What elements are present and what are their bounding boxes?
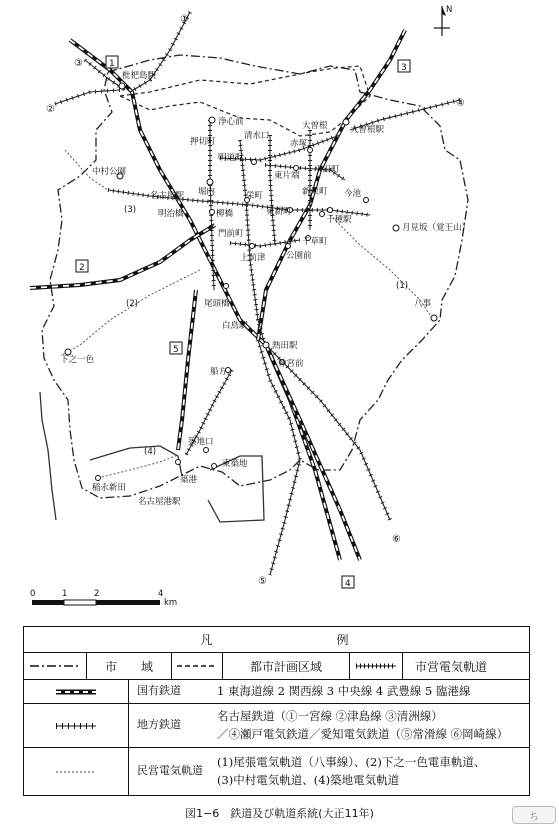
legend-private-symbol (24, 748, 129, 795)
label-tsukimigaoka: 月見坂（覚王山） (402, 223, 471, 233)
label-tsukiji: 築港 (180, 475, 198, 485)
compass-n: N (446, 5, 453, 15)
legend-row-boundaries (24, 653, 529, 680)
label-biwajima: 枇杷島駅 (122, 71, 157, 81)
label-yagoto: 八事 (414, 299, 432, 309)
legend (23, 626, 530, 796)
legend-private-desc (207, 754, 485, 789)
legend-local-label: 地方鉄道 (137, 718, 181, 732)
corner-widget[interactable] (512, 806, 556, 824)
legend-private-desc-2: (3)中村電気軌道、(4)築地電気軌道 (217, 772, 400, 787)
label-nagoya-kogan-eki: 名古屋港駅 (138, 497, 181, 507)
jr-lines (30, 30, 405, 560)
label-horiuchi: 堀内 (198, 187, 216, 197)
legend-local-symbol (24, 704, 129, 747)
legend-jr-symbol (24, 680, 129, 703)
coastline-2 (90, 446, 182, 476)
label-hiratamachi: 平田町 (314, 165, 340, 175)
marker-c1: ① (180, 14, 189, 25)
legend-local-desc-2: ／④瀬戸電気鉄道／愛知電気鉄道（⑤常滑線 ⑥岡崎線） (217, 726, 509, 741)
legend-local-desc-1: 名古屋鉄道（①一宮線 ②津島線 ③清洲線） (217, 709, 443, 724)
label-joshinmae: 浄心前 (218, 117, 244, 127)
label-chikusa-eki: 千種駅 (326, 215, 352, 225)
label-inaei-shinden: 稲永新田 (92, 483, 127, 493)
legend-row-private (24, 748, 529, 795)
scale-unit: km (164, 598, 178, 608)
scale-tick-1: 1 (62, 589, 68, 599)
label-nagoya-eki: 名古屋駅 (150, 191, 185, 201)
legend-title-a: 凡 (200, 633, 217, 647)
marker-c2: ② (46, 104, 55, 115)
label-atsuta-eki: 熱田駅 (272, 341, 298, 351)
compass (434, 5, 452, 36)
legend-city-symbol (24, 653, 87, 679)
label-tsurumai-koen: 公園前 (286, 251, 312, 261)
marker-c6: ⑥ (392, 534, 401, 545)
label-funakata: 船方 (210, 367, 228, 377)
marker-p2: (2) (126, 299, 139, 309)
marker-p1: (1) (396, 281, 409, 291)
label-owaribashi: 尾頭橋 (204, 299, 230, 309)
label-imaike: 今池 (344, 189, 362, 199)
legend-row-local (24, 704, 529, 748)
legend-tram-symbol (350, 653, 403, 679)
label-shimizuguchi: 清水口 (244, 131, 270, 141)
legend-city-label: 市 域 (87, 653, 172, 679)
marker-b5: 5 (173, 345, 179, 355)
label-oshikiri: 押切町 (190, 137, 216, 147)
label-ozone: 大曽根 (302, 121, 328, 131)
marker-p4: (4) (144, 447, 157, 457)
marker-p3: (3) (124, 205, 137, 215)
planning-boundary (120, 66, 370, 136)
scale-tick-0: 0 (30, 589, 36, 599)
marker-b2: 2 (79, 263, 85, 273)
label-jingumae: 神宮前 (278, 359, 304, 369)
legend-local-desc (207, 708, 508, 743)
marker-b3: 3 (401, 63, 407, 73)
marker-c3: ③ (74, 58, 83, 69)
corner-widget-text: ち (529, 811, 539, 823)
label-ozone-eki: 大曽根駅 (350, 125, 385, 135)
label-higashi-shinmachi: 東新町 (266, 207, 292, 217)
scale-tick-2: 2 (94, 589, 100, 599)
marker-b1: 1 (109, 59, 115, 69)
label-shimonoisshiki: 下之一色 (60, 355, 95, 365)
legend-private-desc-1: (1)尾張電気軌道（八事線）、(2)下之一色電車軌道、 (217, 755, 486, 770)
legend-plan-label: 都市計画区域 (223, 653, 350, 679)
city-boundary (42, 55, 471, 498)
scale-tick-4: 4 (158, 589, 164, 599)
legend-title (24, 627, 529, 653)
label-nakamura-koen: 中村公園 (92, 167, 127, 177)
label-higashikatahata: 東片端 (274, 171, 300, 181)
legend-row-jr (24, 680, 529, 704)
label-shirotori-eki: 白鳥駅 (222, 321, 248, 331)
label-sakaemachi: 栄町 (246, 191, 264, 201)
figure-caption: 図1−6 鉄道及び軌道系統(大正11年) (185, 807, 374, 820)
coastline (40, 392, 56, 520)
marker-b4: 4 (345, 579, 351, 589)
label-yanagibashi: 柳橋 (216, 209, 234, 219)
legend-jr-desc: 1 東海道線 2 関西線 3 中央線 4 武豊線 5 臨港線 (217, 683, 471, 698)
label-monzenmachi: 門前町 (218, 229, 244, 239)
legend-tram-label: 市営電気軌道 (415, 659, 488, 674)
label-akatsuka: 赤塚 (290, 139, 308, 149)
label-chikusamachi: 千草町 (302, 237, 328, 247)
label-shinsakae: 新栄町 (302, 187, 328, 197)
scale-bar (30, 589, 177, 608)
legend-title-b: 例 (336, 633, 353, 647)
legend-private-label: 民営電気軌道 (137, 764, 203, 778)
marker-c4: ④ (456, 98, 465, 109)
label-kamimaezu: 上前津 (240, 253, 266, 263)
legend-jr-label: 国有鉄道 (137, 684, 181, 698)
legend-plan-symbol (172, 653, 223, 679)
label-tsukiji-guchi: 築地口 (188, 437, 214, 447)
label-higashi-tsukiji: 東築地 (222, 459, 248, 469)
label-meidomachi: 明道町 (218, 153, 244, 163)
label-meiji-bashi: 明治橋 (158, 209, 184, 219)
marker-c5: ⑤ (258, 576, 267, 587)
